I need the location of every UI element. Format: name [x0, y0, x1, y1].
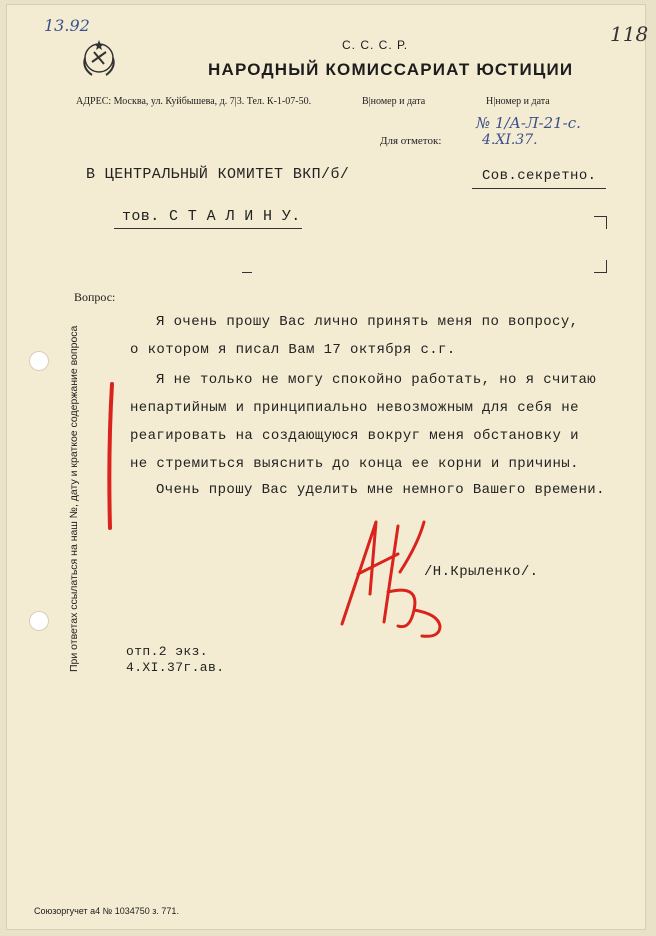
question-label: Вопрос:: [74, 290, 116, 304]
field-incoming: В|номер и дата: [362, 96, 426, 107]
copies-date: 4.XI.37г.ав.: [126, 660, 225, 675]
copies-note: отп.2 экз.: [126, 644, 209, 659]
red-pencil-mark: [102, 382, 122, 532]
corner-mark-top-right: [594, 216, 607, 229]
body-line: непартийным и принципиально невозможным для себя не: [130, 400, 579, 416]
secrecy-underline: [472, 188, 606, 189]
body-line: не стремиться выяснить до конца ее корни и причины.: [130, 456, 579, 472]
handwritten-signature: [328, 514, 458, 644]
page-number: 118: [610, 22, 649, 46]
signatory-name: /Н.Крыленко/.: [424, 564, 539, 580]
corner-note: 13.92: [44, 16, 90, 35]
country-name: С. С. С. Р.: [342, 38, 409, 52]
addressee-underline: [114, 228, 302, 229]
body-line: о котором я писал Вам 17 октября с.г.: [130, 342, 456, 358]
body-line: Я не только не могу спокойно работать, но я считаю: [156, 372, 597, 388]
body-line: Очень прошу Вас уделить мне немного Вашего времени.: [156, 482, 605, 498]
address-line: АДРЕС: Москва, ул. Куйбышева, д. 7|3. Тел. К-1-07-50.: [76, 96, 312, 107]
body-line: реагировать на создающуюся вокруг меня обстановку и: [130, 428, 579, 444]
printer-imprint: Союзоргучет а4 № 1034750 з. 771.: [34, 906, 179, 916]
addressee-line-2: тов. С Т А Л И Н У.: [122, 208, 301, 225]
body-line: Я очень прошу Вас лично принять меня по вопросу,: [156, 314, 579, 330]
field-outgoing: Н|номер и дата: [486, 96, 550, 107]
secrecy-stamp: Сов.секретно.: [482, 168, 597, 184]
document-page: [6, 4, 649, 930]
corner-mark-middle: [242, 262, 252, 273]
punch-hole-top: [30, 352, 48, 370]
ministry-title: НАРОДНЫЙ КОМИССАРИАТ ЮСТИЦИИ: [208, 60, 574, 79]
corner-mark-bottom-right: [594, 260, 607, 273]
marks-label: Для отметок:: [380, 135, 442, 147]
reference-number: № 1/А-Л-21-с.: [476, 114, 581, 132]
punch-hole-bottom: [30, 612, 48, 630]
addressee-line-1: В ЦЕНТРАЛЬНЫЙ КОМИТЕТ ВКП/б/: [86, 166, 350, 183]
reply-instruction: При ответах ссылаться на наш №, дату и краткое содержание вопроса: [68, 325, 80, 672]
state-emblem-icon: [80, 38, 118, 78]
reference-date: 4.XI.37.: [482, 132, 538, 148]
